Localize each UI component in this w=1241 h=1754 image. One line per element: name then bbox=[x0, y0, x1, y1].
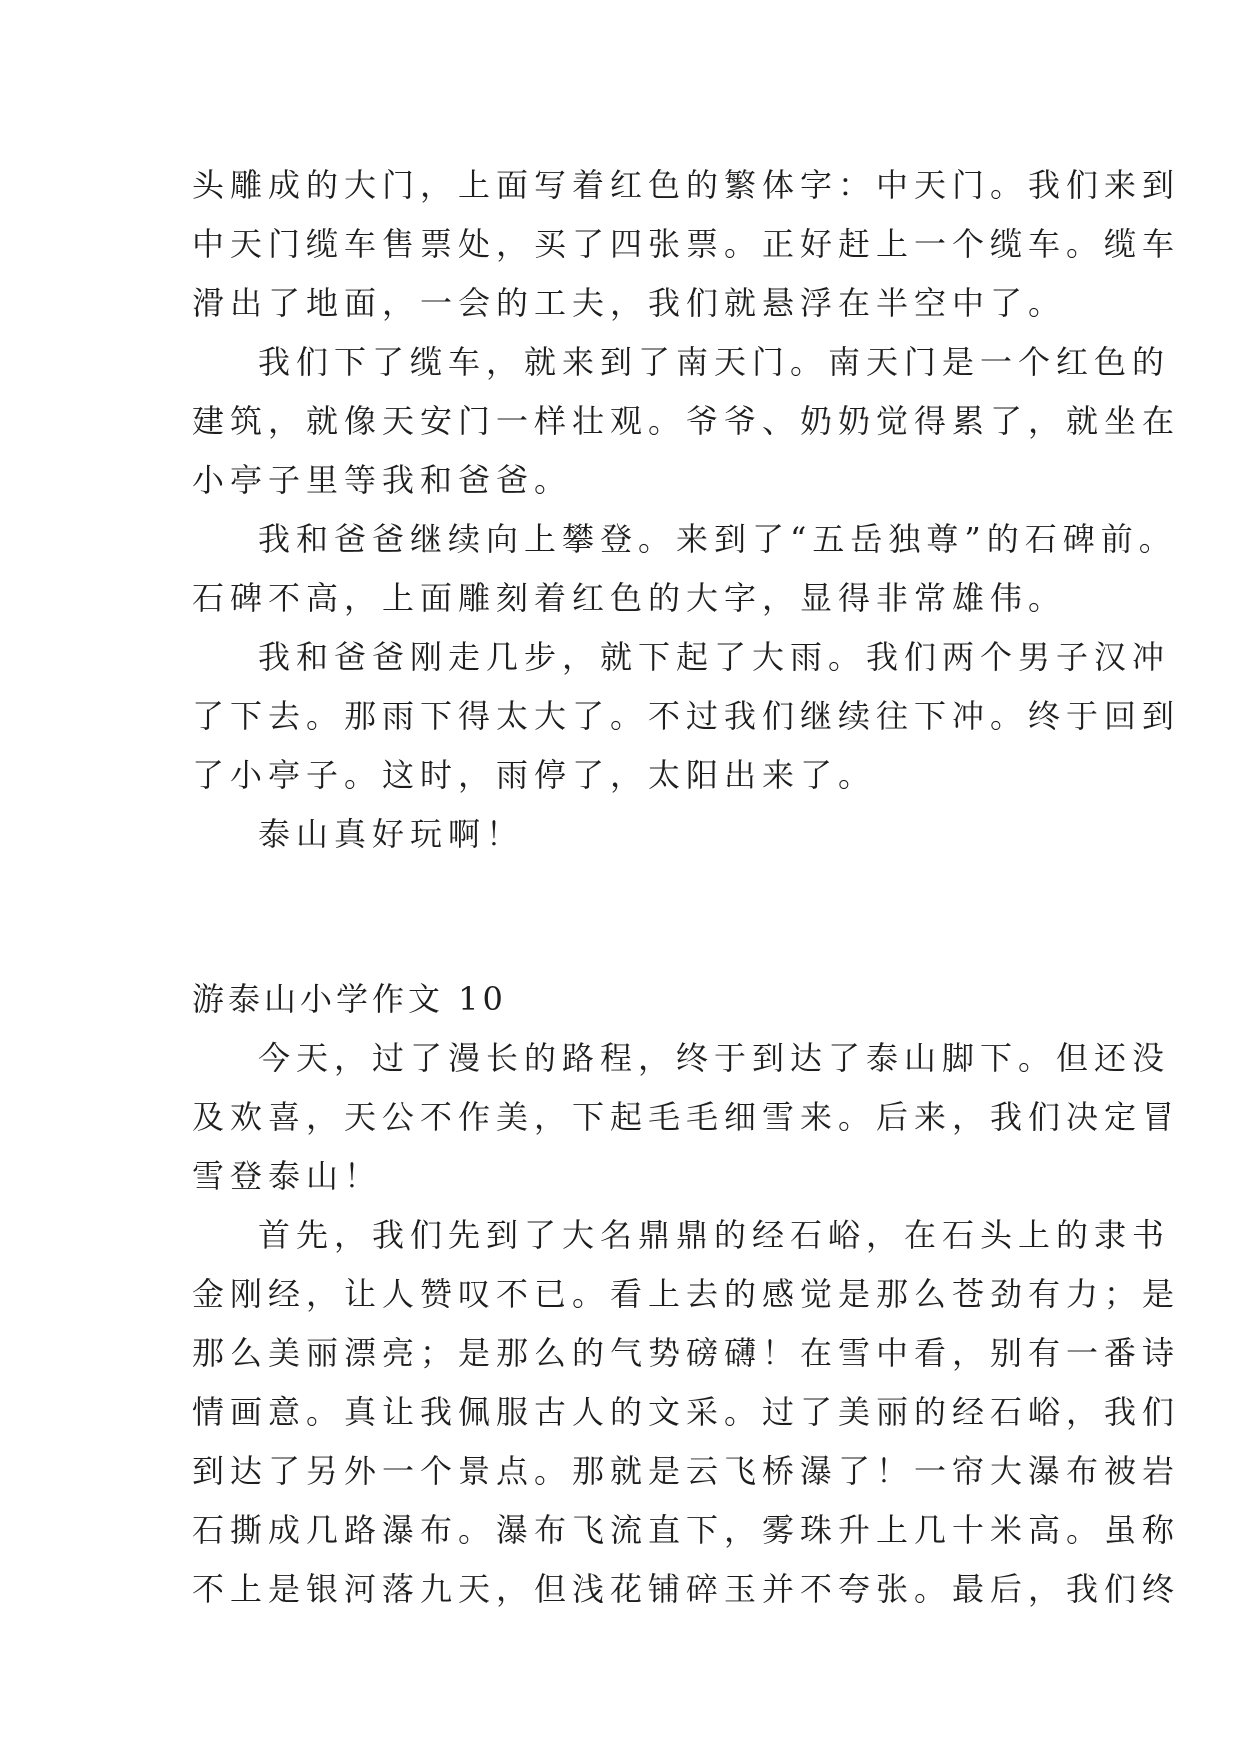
text-line: 中天门缆车售票处，买了四张票。正好赶上一个缆车。缆车 bbox=[192, 225, 1181, 263]
text-line: 滑出了地面，一会的工夫，我们就悬浮在半空中了。 bbox=[192, 284, 1067, 322]
paragraph-gap bbox=[192, 923, 1062, 970]
text-line: 到达了另外一个景点。那就是云飞桥瀑了！一帘大瀑布被岩 bbox=[192, 1452, 1181, 1490]
text-line: 不上是银河落九天，但浅花铺碎玉并不夸张。最后，我们终 bbox=[192, 1570, 1181, 1608]
text-line: 我和爸爸继续向上攀登。来到了“五岳独尊”的石碑前。 bbox=[258, 520, 1177, 558]
text-line: 今天，过了漫长的路程，终于到达了泰山脚下。但还没 bbox=[258, 1039, 1171, 1077]
text-line: 及欢喜，天公不作美，下起毛毛细雪来。后来，我们决定冒 bbox=[192, 1098, 1181, 1136]
text-line: 头雕成的大门，上面写着红色的繁体字：中天门。我们来到 bbox=[192, 166, 1181, 204]
text-line: 金刚经，让人赞叹不已。看上去的感觉是那么苍劲有力；是 bbox=[192, 1275, 1181, 1313]
text-line: 雪登泰山！ bbox=[192, 1157, 383, 1195]
text-line: 建筑，就像天安门一样壮观。爷爷、奶奶觉得累了，就坐在 bbox=[192, 402, 1181, 440]
text-line: 小亭子里等我和爸爸。 bbox=[192, 461, 573, 499]
text-line: 首先，我们先到了大名鼎鼎的经石峪，在石头上的隶书 bbox=[258, 1216, 1171, 1254]
text-line: 情画意。真让我佩服古人的文采。过了美丽的经石峪，我们 bbox=[192, 1393, 1181, 1431]
text-line: 泰山真好玩啊！ bbox=[258, 815, 525, 853]
text-line: 了小亭子。这时，雨停了，太阳出来了。 bbox=[192, 756, 877, 794]
text-line: 石撕成几路瀑布。瀑布飞流直下，雾珠升上几十米高。虽称 bbox=[192, 1511, 1181, 1549]
section-title: 游泰山小学作文 10 bbox=[192, 980, 507, 1018]
article-body bbox=[192, 156, 1181, 1619]
text-line: 我们下了缆车，就来到了南天门。南天门是一个红色的 bbox=[258, 343, 1171, 381]
text-line: 了下去。那雨下得太大了。不过我们继续往下冲。终于回到 bbox=[192, 697, 1181, 735]
text-line: 我和爸爸刚走几步，就下起了大雨。我们两个男子汉冲 bbox=[258, 638, 1171, 676]
paragraph-gap bbox=[192, 864, 1062, 923]
text-line: 那么美丽漂亮；是那么的气势磅礴！在雪中看，别有一番诗 bbox=[192, 1334, 1181, 1372]
text-line: 石碑不高，上面雕刻着红色的大字，显得非常雄伟。 bbox=[192, 579, 1067, 617]
